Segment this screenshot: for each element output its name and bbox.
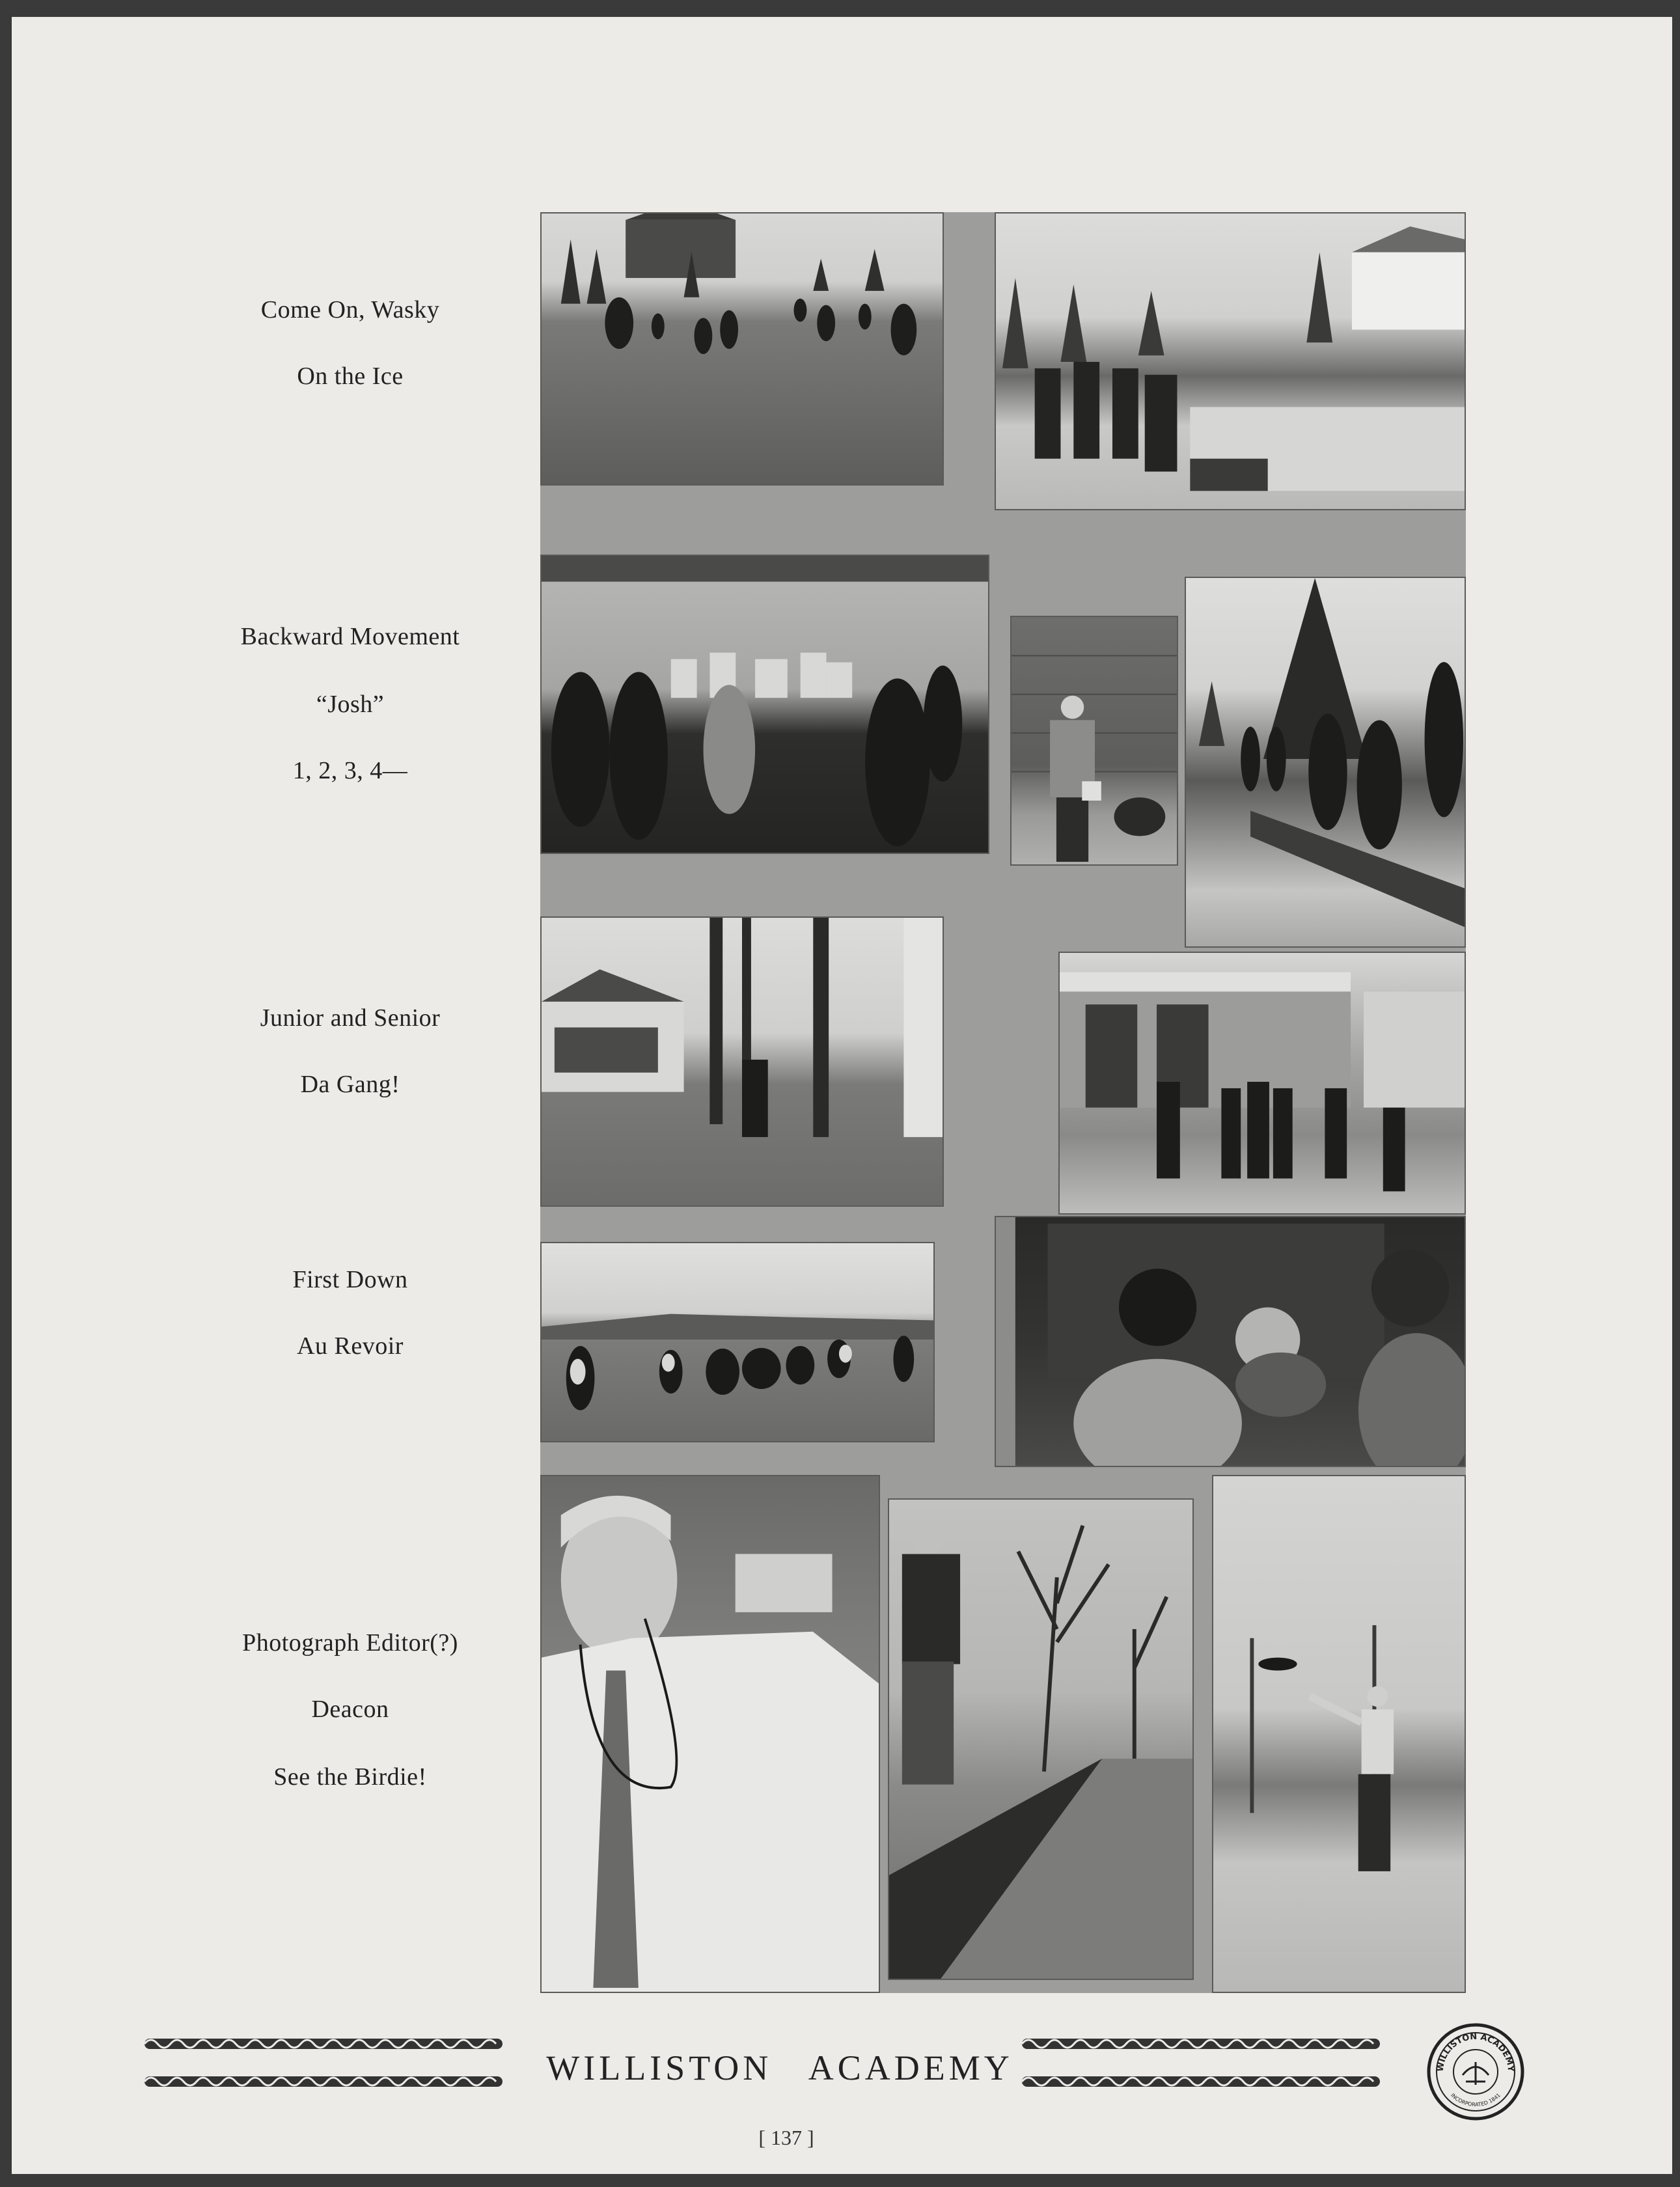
rope-border-right-bottom <box>1022 2072 1380 2091</box>
caption-come-on-wasky: Come On, Wasky <box>260 296 440 323</box>
photo-football-field <box>540 212 944 486</box>
photo-campus-building <box>540 916 944 1207</box>
svg-text:WILLISTON ACADEMY: WILLISTON ACADEMY <box>1435 2031 1516 2072</box>
photo-scrimmage <box>540 1242 935 1442</box>
caption-counting: 1, 2, 3, 4— <box>292 757 408 784</box>
caption-josh: “Josh” <box>316 691 385 718</box>
skaters-on-ice-icon <box>996 213 1465 509</box>
building-trees-icon <box>542 918 943 1205</box>
caption-first-down: First Down <box>292 1266 408 1293</box>
photo-josh-portrait <box>1010 616 1178 866</box>
caption-da-gang: Da Gang! <box>300 1071 400 1098</box>
photo-athlete-walkway <box>888 1498 1194 1980</box>
dancers-on-stage-icon <box>542 556 988 853</box>
boy-closeup-icon <box>542 1476 879 1992</box>
athlete-walking-icon <box>889 1500 1192 1979</box>
photo-boy-portrait <box>540 1475 880 1993</box>
svg-text:INCORPORATED 1841: INCORPORATED 1841 <box>1450 2092 1502 2108</box>
caption-au-revoir: Au Revoir <box>297 1332 404 1360</box>
school-seal-icon <box>1427 2023 1524 2121</box>
football-players-running-icon <box>542 213 943 484</box>
students-classroom-icon <box>996 1217 1465 1466</box>
photo-group-porch <box>1058 952 1466 1215</box>
caption-on-the-ice: On the Ice <box>297 363 404 390</box>
page-number: [ 137 ] <box>758 2126 814 2149</box>
rope-border-right-top <box>1022 2035 1380 2053</box>
man-standing-icon <box>1012 617 1177 864</box>
yearbook-page <box>12 17 1672 2174</box>
rope-border-left-top <box>145 2035 503 2053</box>
photo-backward-walkers <box>1185 577 1466 948</box>
photo-ice-rink <box>995 212 1466 510</box>
people-walking-icon <box>1186 578 1465 946</box>
caption-see-the-birdie: See the Birdie! <box>273 1763 427 1791</box>
caption-junior-and-senior: Junior and Senior <box>260 1004 441 1032</box>
caption-deacon: Deacon <box>311 1696 389 1723</box>
rope-border-left-bottom <box>145 2072 503 2091</box>
photo-classroom <box>995 1216 1466 1467</box>
photo-collage <box>540 212 1466 1993</box>
footer-school-name: WILLISTON ACADEMY <box>546 2048 1013 2087</box>
caption-backward-movement: Backward Movement <box>240 623 460 650</box>
group-standing-icon <box>1060 953 1465 1213</box>
caption-photograph-editor: Photograph Editor(?) <box>242 1629 458 1657</box>
football-scrimmage-icon <box>542 1243 933 1441</box>
man-throwing-icon <box>1213 1476 1465 1992</box>
photo-stage-dance <box>540 555 989 854</box>
photo-frisbee-thrower <box>1212 1475 1466 1993</box>
